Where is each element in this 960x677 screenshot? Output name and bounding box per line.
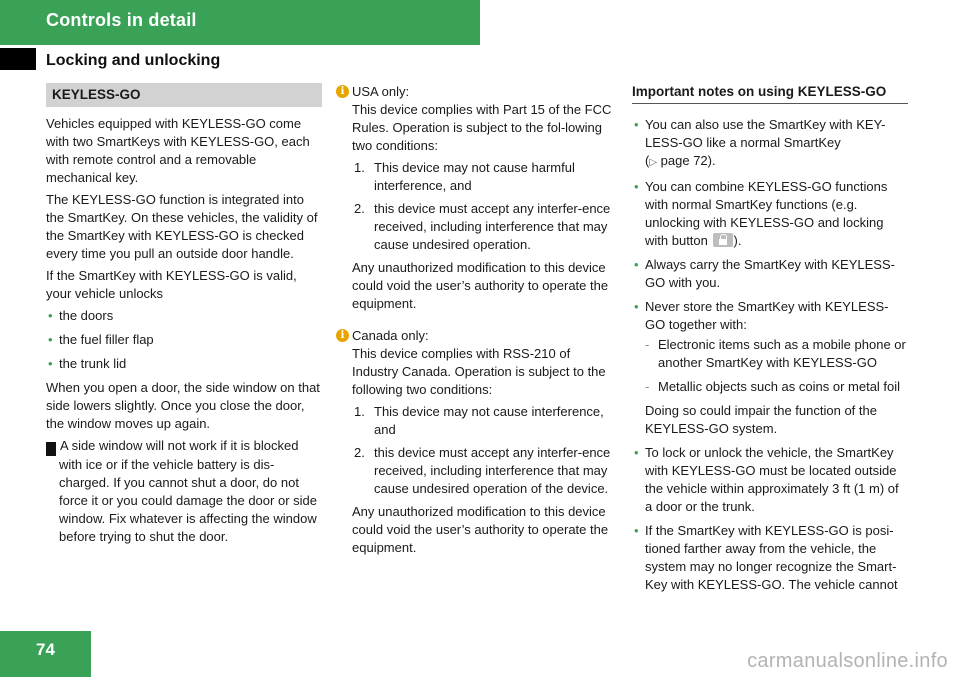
section-title: Controls in detail [46, 10, 197, 30]
list-item: • Always carry the SmartKey with KEYLESS-GO with you. [632, 256, 908, 292]
list-text: This device may not cause harmful interference, and [374, 160, 575, 193]
column-keyless-go [42, 83, 322, 550]
page-ref-open: ( [645, 153, 650, 168]
list-item: • If the SmartKey with KEYLESS-GO is posi-tioned farther away from the vehicle, the system may no longer recognize the Smart-Key with KEYLESS-GO. The vehicle cannot [632, 522, 908, 594]
unlock-list [46, 307, 322, 373]
side-window-paragraph: When you open a door, the side window on that side lowers slightly. Once you close the door, the window moves up again. [46, 380, 320, 431]
keyless-intro-paragraph: Vehicles equipped with KEYLESS-GO come with two SmartKeys with KEYLESS-GO, each with remote control and a removable mechanical key. [46, 116, 310, 185]
note-text: You can combine KEYLESS-GO functions with normal SmartKey functions (e.g. unlocking with KEYLESS-GO and locking with button [645, 179, 888, 248]
column-important-notes [632, 83, 908, 600]
warning-paragraph [42, 437, 322, 546]
list-item [352, 200, 618, 254]
list-text: This device may not cause interference, and [374, 404, 604, 437]
list-item: - Electronic items such as a mobile phone or another SmartKey with KEYLESS-GO [645, 336, 908, 372]
usa-notice [336, 83, 618, 313]
usa-conditions [352, 159, 618, 254]
canada-conditions [352, 403, 618, 498]
note-text: You can also use the SmartKey with KEY-LESS-GO like a normal SmartKey [645, 117, 886, 150]
usa-intro: This device complies with Part 15 of the FCC Rules. Operation is subject to the fol-lowing two conditions: [352, 102, 612, 153]
usa-closing: Any unauthorized modification to this device could void the user’s authority to operate the equipment. [352, 260, 609, 311]
list-item: • the fuel filler flap [46, 331, 322, 349]
page-reference-link[interactable]: page 72). [657, 153, 716, 168]
note-text-end: ). [733, 233, 742, 248]
list-item [352, 444, 618, 498]
canada-intro: This device complies with RSS-210 of Industry Canada. Operation is subject to the following two conditions: [352, 346, 606, 397]
list-item [632, 298, 908, 438]
page-number: 74 [0, 631, 91, 677]
list-number: 1. [354, 404, 365, 419]
usa-heading: USA only: [352, 84, 410, 99]
list-item [632, 116, 908, 172]
list-item: • the trunk lid [46, 355, 322, 373]
list-number: 2. [354, 445, 365, 460]
list-item [352, 403, 618, 439]
info-icon: i [336, 329, 349, 342]
keyless-function-paragraph: The KEYLESS-GO function is integrated into the SmartKey. On these vehicles, the validity of the SmartKey with KEYLESS-GO is checked every time you pull an outside door handle. [46, 192, 318, 261]
list-text: this device must accept any interfer-ence received, including interference that may cause undesired operation of the device. [374, 445, 611, 496]
list-item: • the doors [46, 307, 322, 325]
warning-text: A side window will not work if it is blocked with ice or if the vehicle battery is dis-charged. If you cannot shut a door, do not force it or you could damage the door or side window. Fix whatever is affecting the window before trying to shut the door. [59, 438, 317, 544]
section-tab-marker [0, 48, 36, 70]
important-notes-heading: Important notes on using KEYLESS-GO [632, 83, 908, 104]
header-band [0, 0, 480, 45]
warning-icon: ! [46, 442, 56, 456]
list-number: 2. [354, 201, 365, 216]
list-number: 1. [354, 160, 365, 175]
subsection-title: Locking and unlocking [46, 52, 221, 69]
column-regulatory [336, 83, 618, 567]
info-icon: i [336, 85, 349, 98]
watermark: carmanualsonline.info [747, 650, 948, 672]
keyless-go-box-title: KEYLESS-GO [46, 83, 322, 107]
canada-closing: Any unauthorized modification to this device could void the user’s authority to operate the equipment. [352, 504, 609, 555]
list-item: - Metallic objects such as coins or metal foil [645, 378, 908, 396]
note-text: Never store the SmartKey with KEYLESS-GO together with: [645, 299, 889, 332]
list-item: • To lock or unlock the vehicle, the SmartKey with KEYLESS-GO must be located outside the vehicle within approximately 3 ft (1 m) of a door or the trunk. [632, 444, 908, 516]
canada-heading: Canada only: [352, 328, 429, 343]
canada-notice [336, 327, 618, 557]
list-item [632, 178, 908, 250]
page-ref-arrow-icon: ▷ [649, 157, 658, 168]
list-text: this device must accept any interfer-ence received, including interference that may cause undesired operation. [374, 201, 611, 252]
store-items-list [645, 336, 908, 396]
note-text: Doing so could impair the function of the KEYLESS-GO system. [645, 403, 877, 436]
important-notes-list [632, 116, 908, 594]
keyless-valid-paragraph: If the SmartKey with KEYLESS-GO is valid, your vehicle unlocks [46, 268, 297, 301]
lock-button-icon [713, 233, 733, 247]
list-item [352, 159, 618, 195]
